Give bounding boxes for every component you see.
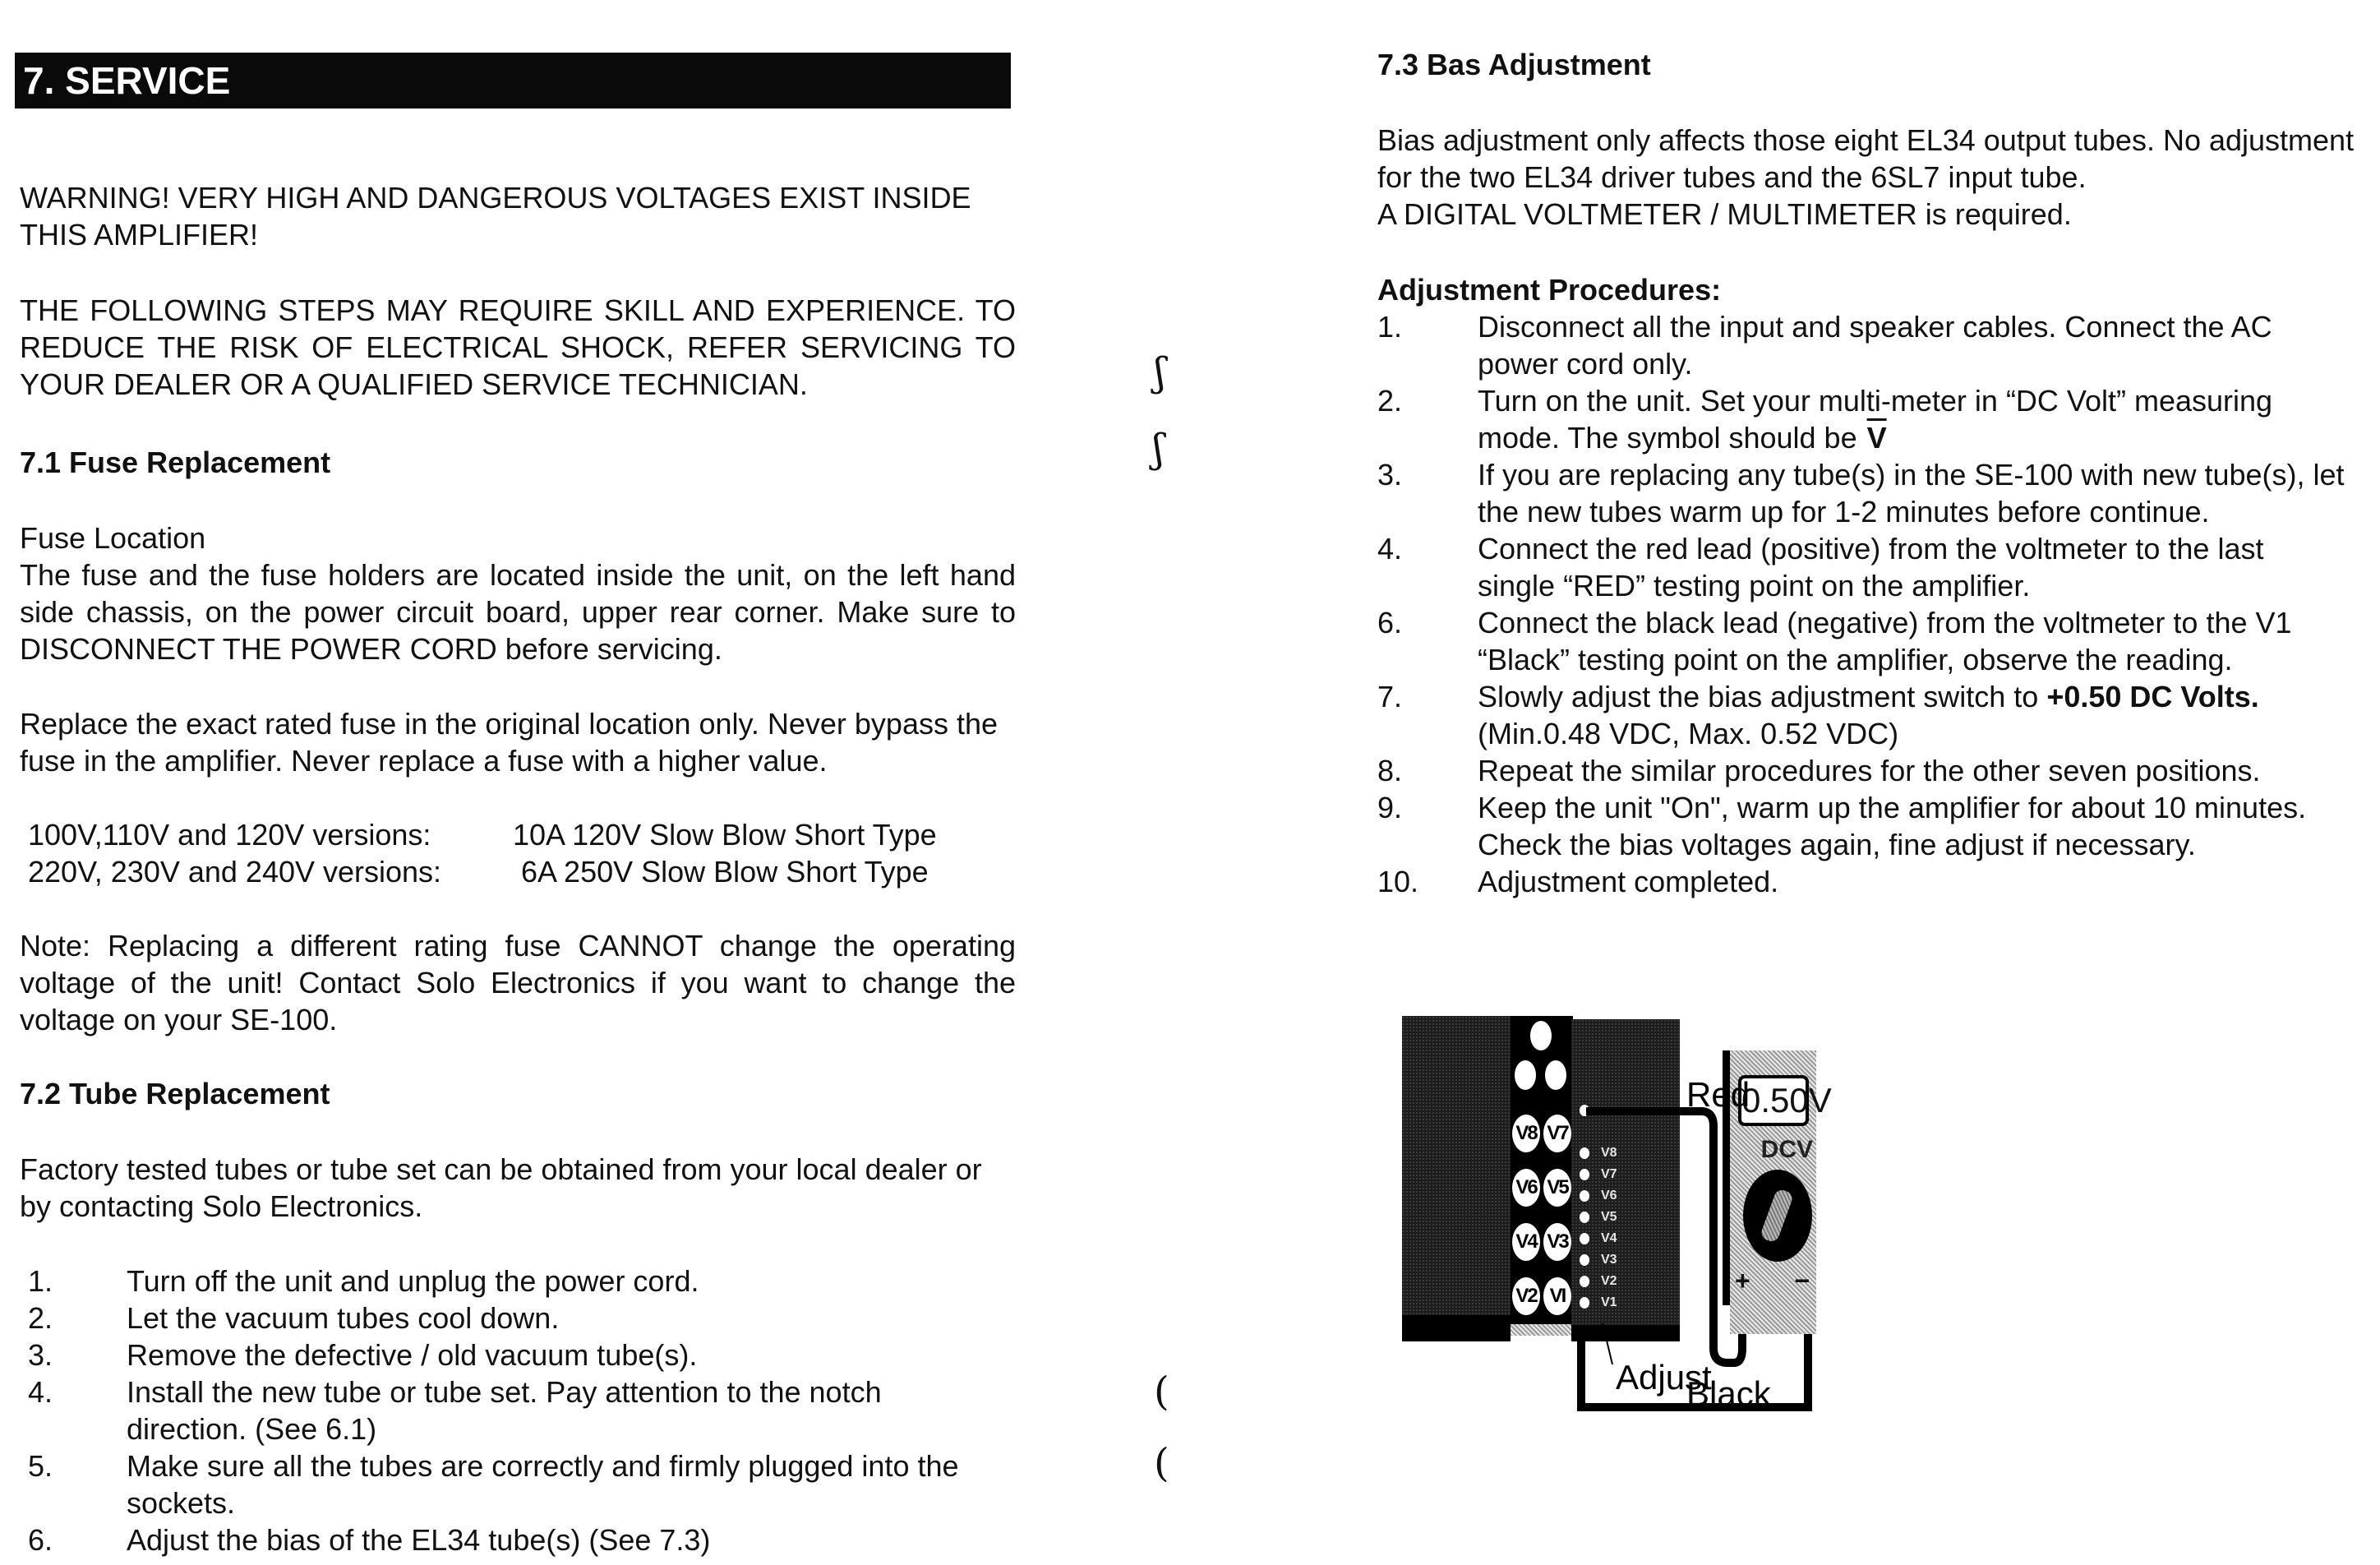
test-leads xyxy=(1397,1003,2380,1565)
list-item: 3. Remove the defective / old vacuum tube(s). xyxy=(28,1338,698,1372)
tube-intro: Factory tested tubes or tube set can be obtained from your local dealer or by contacting Solo Electronics. xyxy=(20,1152,982,1223)
binding-mark: ( xyxy=(1154,1369,1169,1415)
test-point-v4 xyxy=(1580,1233,1589,1244)
meter-minus-terminal: − xyxy=(1794,1266,1810,1295)
black-lead-label: Black xyxy=(1686,1374,1771,1413)
binding-mark: ( xyxy=(1154,1440,1169,1486)
test-point-label: V6 xyxy=(1601,1189,1617,1203)
list-item: 2. Let the vacuum tubes cool down. xyxy=(28,1301,560,1335)
test-point-label: V4 xyxy=(1601,1231,1617,1245)
list-item: 3. If you are replacing any tube(s) in the SE-100 with new tube(s), let the new tubes warm up for 1-2 minutes before continue. xyxy=(1377,458,2345,529)
meter-dial[interactable] xyxy=(1743,1170,1812,1334)
warning-skill: THE FOLLOWING STEPS MAY REQUIRE SKILL AND EXPERIENCE. TO REDUCE THE RISK OF ELECTRICAL SHOCK, REFER SERVICING TO YOUR DEALER OR A QUALIFIED SERVICE TECHNICIAN. xyxy=(20,293,1016,401)
fuse-versions: 220V, 230V and 240V versions: xyxy=(28,855,442,889)
test-point-label: V5 xyxy=(1601,1210,1617,1224)
bias-intro: Bias adjustment only affects those eight EL34 output tubes. No adjustment for the two EL34 driver tubes and the 6SL7 input tube. xyxy=(1377,123,2355,194)
red-lead-label: Red xyxy=(1686,1075,1750,1114)
list-item: 8. Repeat the similar procedures for the other seven positions. xyxy=(1377,754,2261,787)
tube-socket-v3: V3 xyxy=(1543,1223,1571,1261)
test-point-label: V3 xyxy=(1601,1253,1617,1267)
list-item: 4. Connect the red lead (positive) from the voltmeter to the last single “RED” testing point on the amplifier. xyxy=(1377,532,2264,602)
tube-socket-v4: V4 xyxy=(1512,1223,1540,1261)
list-item: 9. Keep the unit "On", warm up the amplifier for about 10 minutes. Check the bias voltages again, fine adjust if necessary. xyxy=(1377,791,2307,861)
warning-voltage: WARNING! VERY HIGH AND DANGEROUS VOLTAGES EXIST INSIDE THIS AMPLIFIER! xyxy=(20,181,971,252)
test-point-label: V2 xyxy=(1601,1274,1617,1288)
fuse-type: 10A 120V Slow Blow Short Type xyxy=(513,818,937,852)
test-point-label: V7 xyxy=(1601,1167,1617,1181)
fuse-location-text: The fuse and the fuse holders are located inside the unit, on the left hand side chassis, on the power circuit board, upper rear corner. Make sure to DISCONNECT THE POWER CORD before servicing. xyxy=(20,558,1016,666)
bias-wiring-diagram xyxy=(1397,1003,2380,1565)
list-item: 1. Disconnect all the input and speaker cables. Connect the AC power cord only. xyxy=(1377,310,2272,381)
tube-socket-v2: V2 xyxy=(1512,1277,1540,1315)
meter-mode-label: DCV xyxy=(1760,1136,1813,1163)
target-voltage: +0.50 DC Volts. xyxy=(2046,680,2259,713)
test-point-v2 xyxy=(1580,1276,1589,1287)
tube-heading: 7.2 Tube Replacement xyxy=(20,1077,330,1110)
binding-mark: ʃ xyxy=(1153,426,1165,472)
adjust-label: Adjust xyxy=(1616,1358,1712,1396)
bias-heading: 7.3 Bas Adjustment xyxy=(1377,48,1651,81)
list-item: 6. Adjust the bias of the EL34 tube(s) (See 7.3) xyxy=(28,1523,711,1557)
test-point-v8 xyxy=(1580,1147,1589,1159)
tube-socket-v7: V7 xyxy=(1543,1115,1571,1152)
test-point-v3 xyxy=(1580,1254,1589,1266)
fuse-note: Note: Replacing a different rating fuse CANNOT change the operating voltage of the unit! Contact Solo Electronics if you want to change the voltage on your SE-100. xyxy=(20,929,1016,1036)
bias-steps-list xyxy=(1377,308,2380,900)
procedures-heading: Adjustment Procedures: xyxy=(1377,273,1722,307)
list-item: 7. Slowly adjust the bias adjustment switch to +0.50 DC Volts. (Min.0.48 VDC, Max. 0.52 VDC) xyxy=(1377,680,2259,750)
list-item: 6. Connect the black lead (negative) from the voltmeter to the V1 “Black” testing point on the amplifier, observe the reading. xyxy=(1377,606,2292,676)
test-point-v1 xyxy=(1580,1297,1589,1309)
fuse-location-label: Fuse Location xyxy=(20,521,206,555)
tube-socket-vi: VI xyxy=(1543,1277,1571,1315)
fuse-heading: 7.1 Fuse Replacement xyxy=(20,445,331,479)
fuse-type: 6A 250V Slow Blow Short Type xyxy=(513,855,929,889)
list-item: 2. Turn on the unit. Set your multi-meter in “DC Volt” measuring mode. The symbol should be $\overline{V}$ xyxy=(1377,384,2273,455)
fuse-rating-row xyxy=(28,816,937,853)
test-point-v6 xyxy=(1580,1190,1589,1202)
fuse-versions: 100V,110V and 120V versions: xyxy=(28,818,431,852)
adjust-pointer xyxy=(1603,1323,1612,1364)
test-point-v5 xyxy=(1580,1212,1589,1223)
binding-mark: ʃ xyxy=(1155,349,1166,395)
fuse-rating-row xyxy=(28,853,929,890)
section-title: 7. SERVICE xyxy=(15,53,1011,108)
list-item: 10. Adjustment completed. xyxy=(1377,865,1779,898)
list-item: 5. Make sure all the tubes are correctly and firmly plugged into the sockets. xyxy=(28,1449,959,1520)
list-item: 1. Turn off the unit and unplug the power cord. xyxy=(28,1264,699,1298)
list-item: 4. Install the new tube or tube set. Pay attention to the notch direction. (See 6.1) xyxy=(28,1375,882,1446)
fuse-replace-text: Replace the exact rated fuse in the original location only. Never bypass the fuse in the amplifier. Never replace a fuse with a higher value. xyxy=(20,707,999,778)
bias-meter-required: A DIGITAL VOLTMETER / MULTIMETER is required. xyxy=(1377,197,2072,231)
dc-volt-symbol: $\overline{V}$ xyxy=(1866,421,1887,455)
meter-display: 0.50V xyxy=(1738,1075,1809,1126)
tube-socket-v6: V6 xyxy=(1512,1169,1540,1207)
test-point-v7 xyxy=(1580,1169,1589,1180)
meter-plus-terminal: + xyxy=(1735,1266,1750,1295)
test-point-label: V8 xyxy=(1601,1146,1617,1160)
tube-socket-v8: V8 xyxy=(1512,1115,1540,1152)
test-point-label: V1 xyxy=(1601,1295,1617,1309)
tube-steps-list xyxy=(28,1263,1014,1558)
tube-socket-v5: V5 xyxy=(1543,1169,1571,1207)
